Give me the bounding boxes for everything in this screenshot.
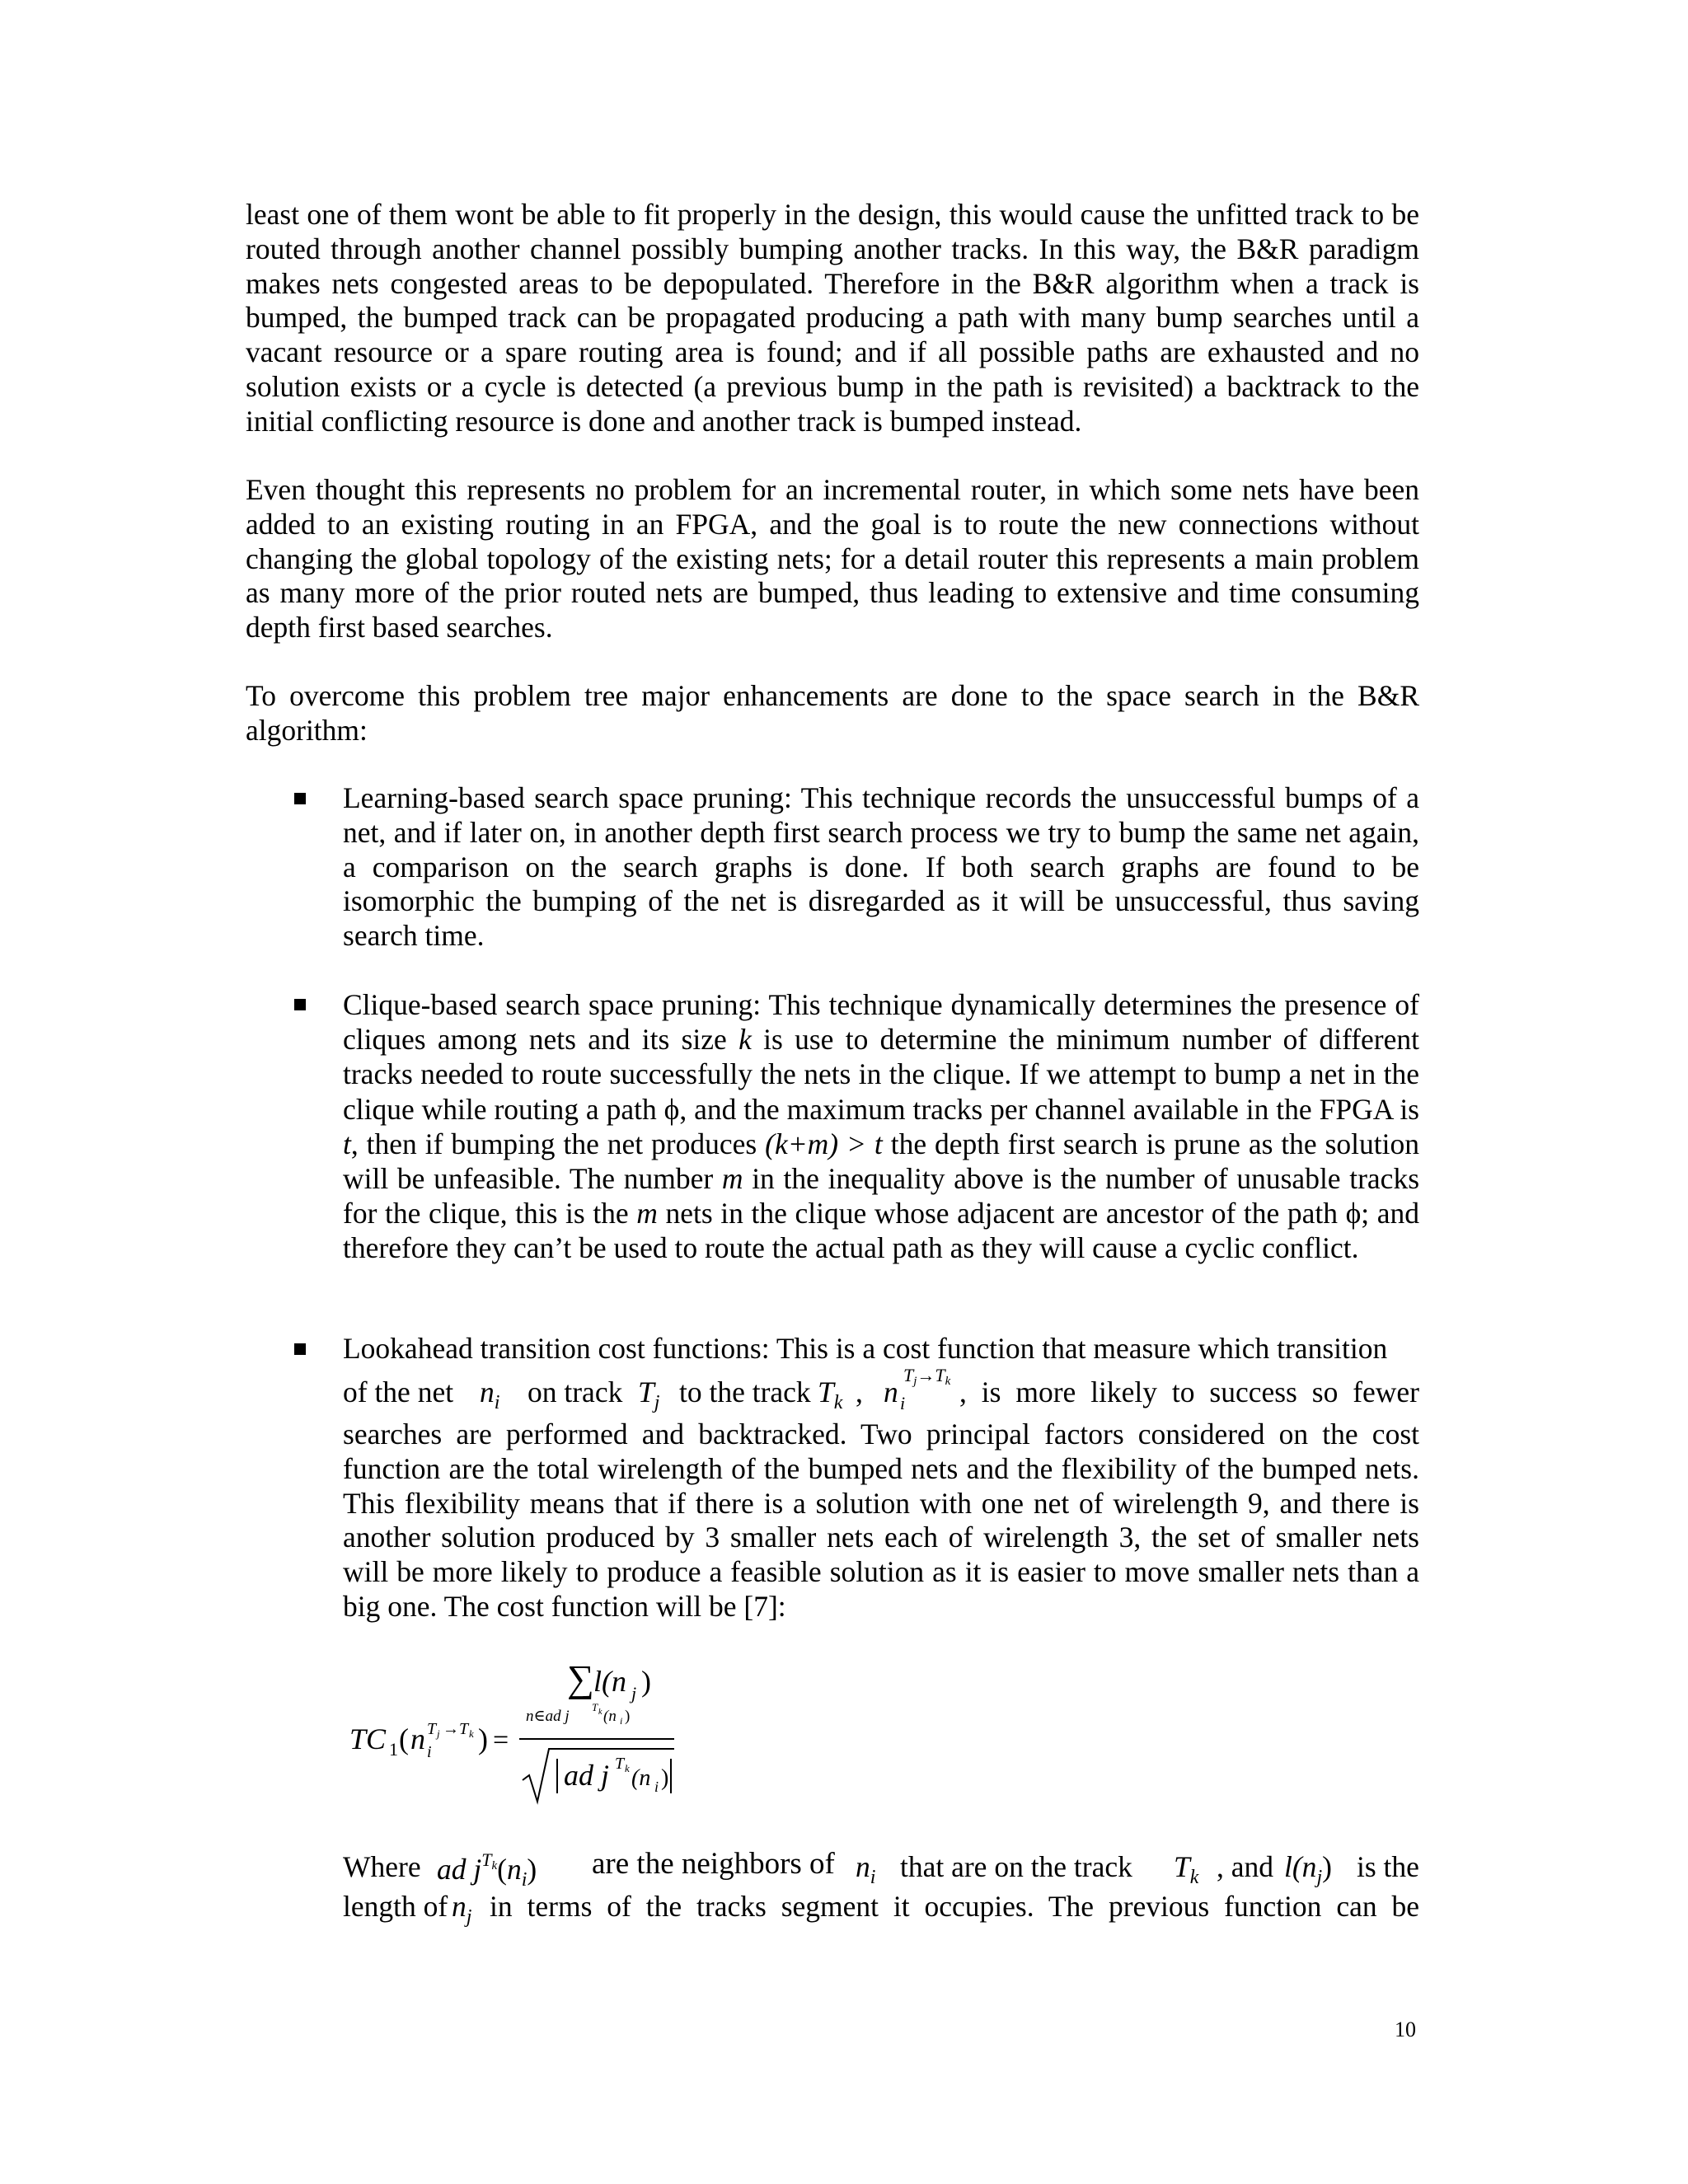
math-n: n	[480, 1376, 495, 1408]
paragraph-enhancements-intro: To overcome this problem tree major enhancements are done to the space search in the B&R algorithm:	[246, 679, 1419, 747]
math-sub-k: k	[945, 1375, 951, 1388]
bullet-square-icon	[294, 999, 306, 1010]
formula-num-close: )	[641, 1665, 651, 1698]
formula-sum-arg-close: )	[625, 1708, 631, 1725]
where-line-2	[343, 1889, 1419, 1930]
math-T-k	[818, 1375, 842, 1414]
math-sub-j: j	[654, 1392, 660, 1413]
bullet-learning-based: Learning-based search space pruning: This technique records the unsuccessful bumps of a net, and if later on, in another depth first search process we try to bump the same net again, a comparison on the search graphs is done. If both search graphs are found to be isomorphic the bumping of the net is disregarded as it will be unsuccessful, thus saving search time.	[343, 781, 1419, 953]
math-T: T	[481, 1849, 492, 1870]
math-inequality: (k+m) > t	[765, 1127, 883, 1160]
text-span: Clique-based search space pruning: This technique dynamically determines the presence of cliques among nets and its size	[343, 988, 1419, 1057]
text-span: nets in the clique whose adjacent are ancestor of the path ϕ; and therefore they can’t be used to route the actual path as they will cause a cyclic conflict.	[343, 1197, 1420, 1265]
math-adj-Tk-ni	[437, 1849, 537, 1891]
math-l-n: l(n	[1284, 1850, 1317, 1883]
math-sub-i: i	[870, 1867, 876, 1888]
formula-sup-T: T	[427, 1720, 437, 1738]
text-span: the depth first search is prune as the solution will be unfeasible. The number	[343, 1127, 1420, 1196]
text-span: that are on the track	[900, 1850, 1132, 1883]
formula-sub-j: j	[631, 1683, 637, 1704]
math-n-j	[452, 1889, 471, 1929]
formula-sum-sup-T: T	[592, 1701, 598, 1713]
math-sub-k: k	[833, 1392, 843, 1413]
math-close: )	[1322, 1850, 1332, 1883]
text-span: to the track	[679, 1376, 811, 1408]
formula-sum-sup-k: k	[598, 1708, 603, 1717]
math-k: k	[738, 1023, 752, 1057]
bullet-square-icon	[294, 1343, 306, 1355]
math-T: T	[903, 1365, 914, 1385]
math-sub-j: j	[913, 1375, 917, 1388]
math-sub-k: k	[491, 1859, 498, 1872]
formula-close-paren: )	[478, 1722, 488, 1755]
formula-sup-j: j	[437, 1727, 440, 1740]
paragraph-incremental-router: Even thought this represents no problem for an incremental router, in which some nets have been added to an existing routing in an FPGA, and the goal is to route the new connections without changing the global topology of the existing nets; for a detail router this represents a main problem as many more of the prior routed nets are bumped, thus leading to extensive and time consuming depth first based searches.	[246, 473, 1419, 644]
math-t: t	[343, 1127, 351, 1160]
bullet-square-icon	[294, 793, 306, 804]
formula-sub-1: 1	[389, 1739, 398, 1760]
formula-sum-arg: (n	[603, 1708, 617, 1725]
formula-TC: TC	[349, 1722, 387, 1755]
text-span: in the inequality above is the number of unusable tracks for the clique, this is the	[343, 1162, 1420, 1230]
math-sub-i: i	[494, 1392, 500, 1413]
math-sub-k: k	[1189, 1867, 1199, 1888]
formula-den-sup-k: k	[625, 1762, 630, 1774]
math-T: T	[1174, 1850, 1190, 1883]
text-span: , then if bumping the net produces	[350, 1127, 766, 1160]
text-span: of the net	[343, 1376, 454, 1408]
formula-den-arg-close: )	[661, 1765, 669, 1791]
math-T-k	[1174, 1849, 1198, 1889]
text-span: length of	[343, 1890, 448, 1923]
text-span: , and	[1217, 1850, 1274, 1883]
math-T: T	[638, 1376, 654, 1408]
math-n-i	[856, 1849, 875, 1889]
text-span: in terms of the tracks segment it occupies. The previous function can be	[490, 1890, 1419, 1923]
formula-n: n	[410, 1722, 425, 1755]
math-close: )	[527, 1853, 537, 1886]
math-sub-i: i	[900, 1393, 906, 1413]
math-n: n	[884, 1376, 898, 1408]
formula-sigma: ∑	[567, 1657, 594, 1699]
formula-sub-i: i	[427, 1743, 432, 1761]
text-span: on track	[528, 1376, 623, 1408]
text-span: are the neighbors of	[592, 1847, 835, 1881]
math-sub-j: j	[1316, 1867, 1323, 1888]
formula-equals: =	[493, 1725, 509, 1755]
formula-open-paren: (	[399, 1722, 409, 1755]
where-line-1	[343, 1846, 1419, 1891]
formula-svg	[346, 1648, 692, 1813]
text-span: Where	[343, 1850, 421, 1883]
page-number: 10	[1395, 2018, 1416, 2041]
bullet-lookahead-rest: searches are performed and backtracked. Two principal factors considered on the cost function are the total wirelength of the bumped nets and the flexibility of the bumped nets. This flexibility means that if there is a solution with one net of wirelength 9, and there is another solution produced by 3 smaller nets each of wirelength 3, the set of smaller nets will be more likely to produce a feasible solution as it is easier to move smaller nets than a big one. The cost function will be [7]:	[343, 1418, 1419, 1623]
math-T-j	[638, 1375, 659, 1414]
math-superscript	[903, 1365, 950, 1389]
text-span: , is more likely to success so fewer	[959, 1376, 1419, 1408]
formula-sup-arrow: →	[443, 1720, 459, 1738]
math-adj: ad j	[437, 1853, 482, 1886]
math-n: n	[507, 1853, 522, 1886]
math-transition-expr	[884, 1365, 951, 1413]
math-m: m	[636, 1197, 658, 1230]
math-sub-j: j	[466, 1906, 472, 1928]
bullet-lookahead-line2	[343, 1365, 1419, 1416]
formula-l-nj: l(n	[593, 1665, 626, 1698]
math-n: n	[856, 1850, 870, 1883]
formula-sup-k: k	[469, 1727, 474, 1740]
bullet-lookahead-line1: Lookahead transition cost functions: This is a cost function that measure which transition	[343, 1332, 1388, 1365]
math-n: n	[452, 1890, 467, 1923]
formula-sum-index: n∈ad j	[526, 1708, 570, 1725]
text-span: is use to determine the minimum number of different tracks needed to route successfully the nets in the clique. If we attempt to bump a net in the clique while routing a path ϕ, and the maximum tracks per channel available in the FPGA is	[343, 1023, 1419, 1126]
math-sub-i: i	[521, 1869, 528, 1891]
formula-den-arg: (n	[631, 1765, 651, 1791]
math-arrow: →	[917, 1365, 935, 1385]
formula-sum-arg-i: i	[620, 1715, 623, 1727]
formula-den-sup-T: T	[615, 1755, 625, 1773]
formula-den-arg-i: i	[654, 1779, 659, 1795]
math-open: (	[497, 1853, 507, 1886]
math-T: T	[818, 1376, 834, 1408]
cost-function-formula	[346, 1648, 692, 1813]
math-n-i	[480, 1375, 499, 1414]
math-l-nj	[1284, 1849, 1332, 1889]
text-span: ,	[856, 1376, 863, 1408]
paragraph-bump-and-refit: least one of them wont be able to fit properly in the design, this would cause the unfitted track to be routed through another channel possibly bumping another tracks. In this way, the B&R paradigm makes nets congested areas to be depopulated. Therefore in the B&R algorithm when a track is bumped, the bumped track can be propagated producing a path with many bump searches until a vacant resource or a spare routing area is found; and if all possible paths are exhausted and no solution exists or a cycle is detected (a previous bump in the path is revisited) a backtrack to the initial conflicting resource is done and another track is bumped instead.	[246, 198, 1419, 438]
math-T: T	[935, 1365, 945, 1385]
bullet-clique-based	[343, 987, 1419, 1266]
math-m: m	[721, 1162, 743, 1196]
text-span: is the	[1357, 1850, 1419, 1883]
formula-adj: ad j	[564, 1759, 610, 1792]
formula-sup-T2: T	[459, 1720, 469, 1738]
